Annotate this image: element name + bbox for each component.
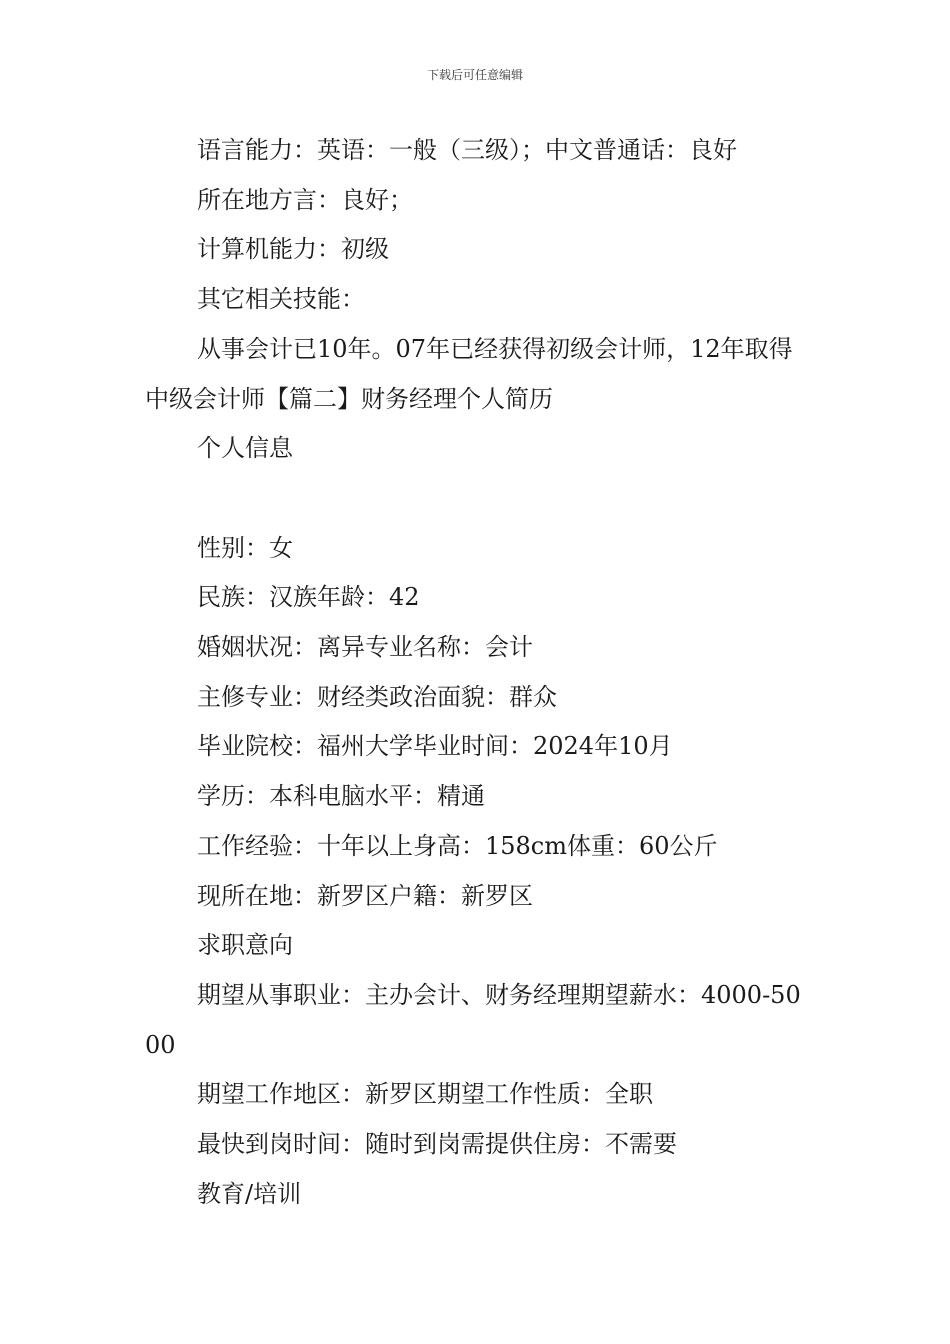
field-marital-major: 婚姻状况：离异专业名称：会计 (197, 633, 533, 662)
field-availability-housing: 最快到岗时间：随时到岗需提供住房：不需要 (197, 1130, 677, 1159)
page-header: 下载后可任意编辑 (426, 68, 523, 82)
field-desired-area-type: 期望工作地区：新罗区期望工作性质：全职 (197, 1080, 653, 1109)
section-job-intention: 求职意向 (197, 931, 293, 960)
field-major-political: 主修专业：财经类政治面貌：群众 (197, 682, 557, 711)
field-gender: 性别：女 (197, 533, 293, 562)
field-desired-job-salary: 期望从事职业：主办会计、财务经理期望薪水：4000-5000 (145, 980, 801, 1059)
field-school-graduation: 毕业院校：福州大学毕业时间：2024年10月 (197, 732, 673, 761)
document-body (145, 126, 810, 1219)
paragraph-dialect: 所在地方言：良好； (197, 185, 413, 214)
paragraph-other-skills: 其它相关技能： (197, 285, 365, 314)
section-education-training: 教育/培训 (197, 1179, 302, 1208)
field-education-computer: 学历：本科电脑水平：精通 (197, 782, 485, 811)
field-location-household: 现所在地：新罗区户籍：新罗区 (197, 881, 533, 910)
field-experience-height-weight: 工作经验：十年以上身高：158cm体重：60公斤 (197, 831, 718, 860)
paragraph-computer-ability: 计算机能力：初级 (197, 235, 389, 264)
section-personal-info: 个人信息 (197, 434, 293, 463)
paragraph-language-ability: 语言能力：英语：一般（三级）；中文普通话：良好 (197, 136, 737, 164)
blank-line (145, 474, 810, 524)
paragraph-accounting-experience: 从事会计已10年。07年已经获得初级会计师，12年取得中级会计师【篇二】财务经理个人简历 (145, 334, 793, 413)
field-ethnicity-age: 民族：汉族年龄：42 (197, 583, 420, 612)
